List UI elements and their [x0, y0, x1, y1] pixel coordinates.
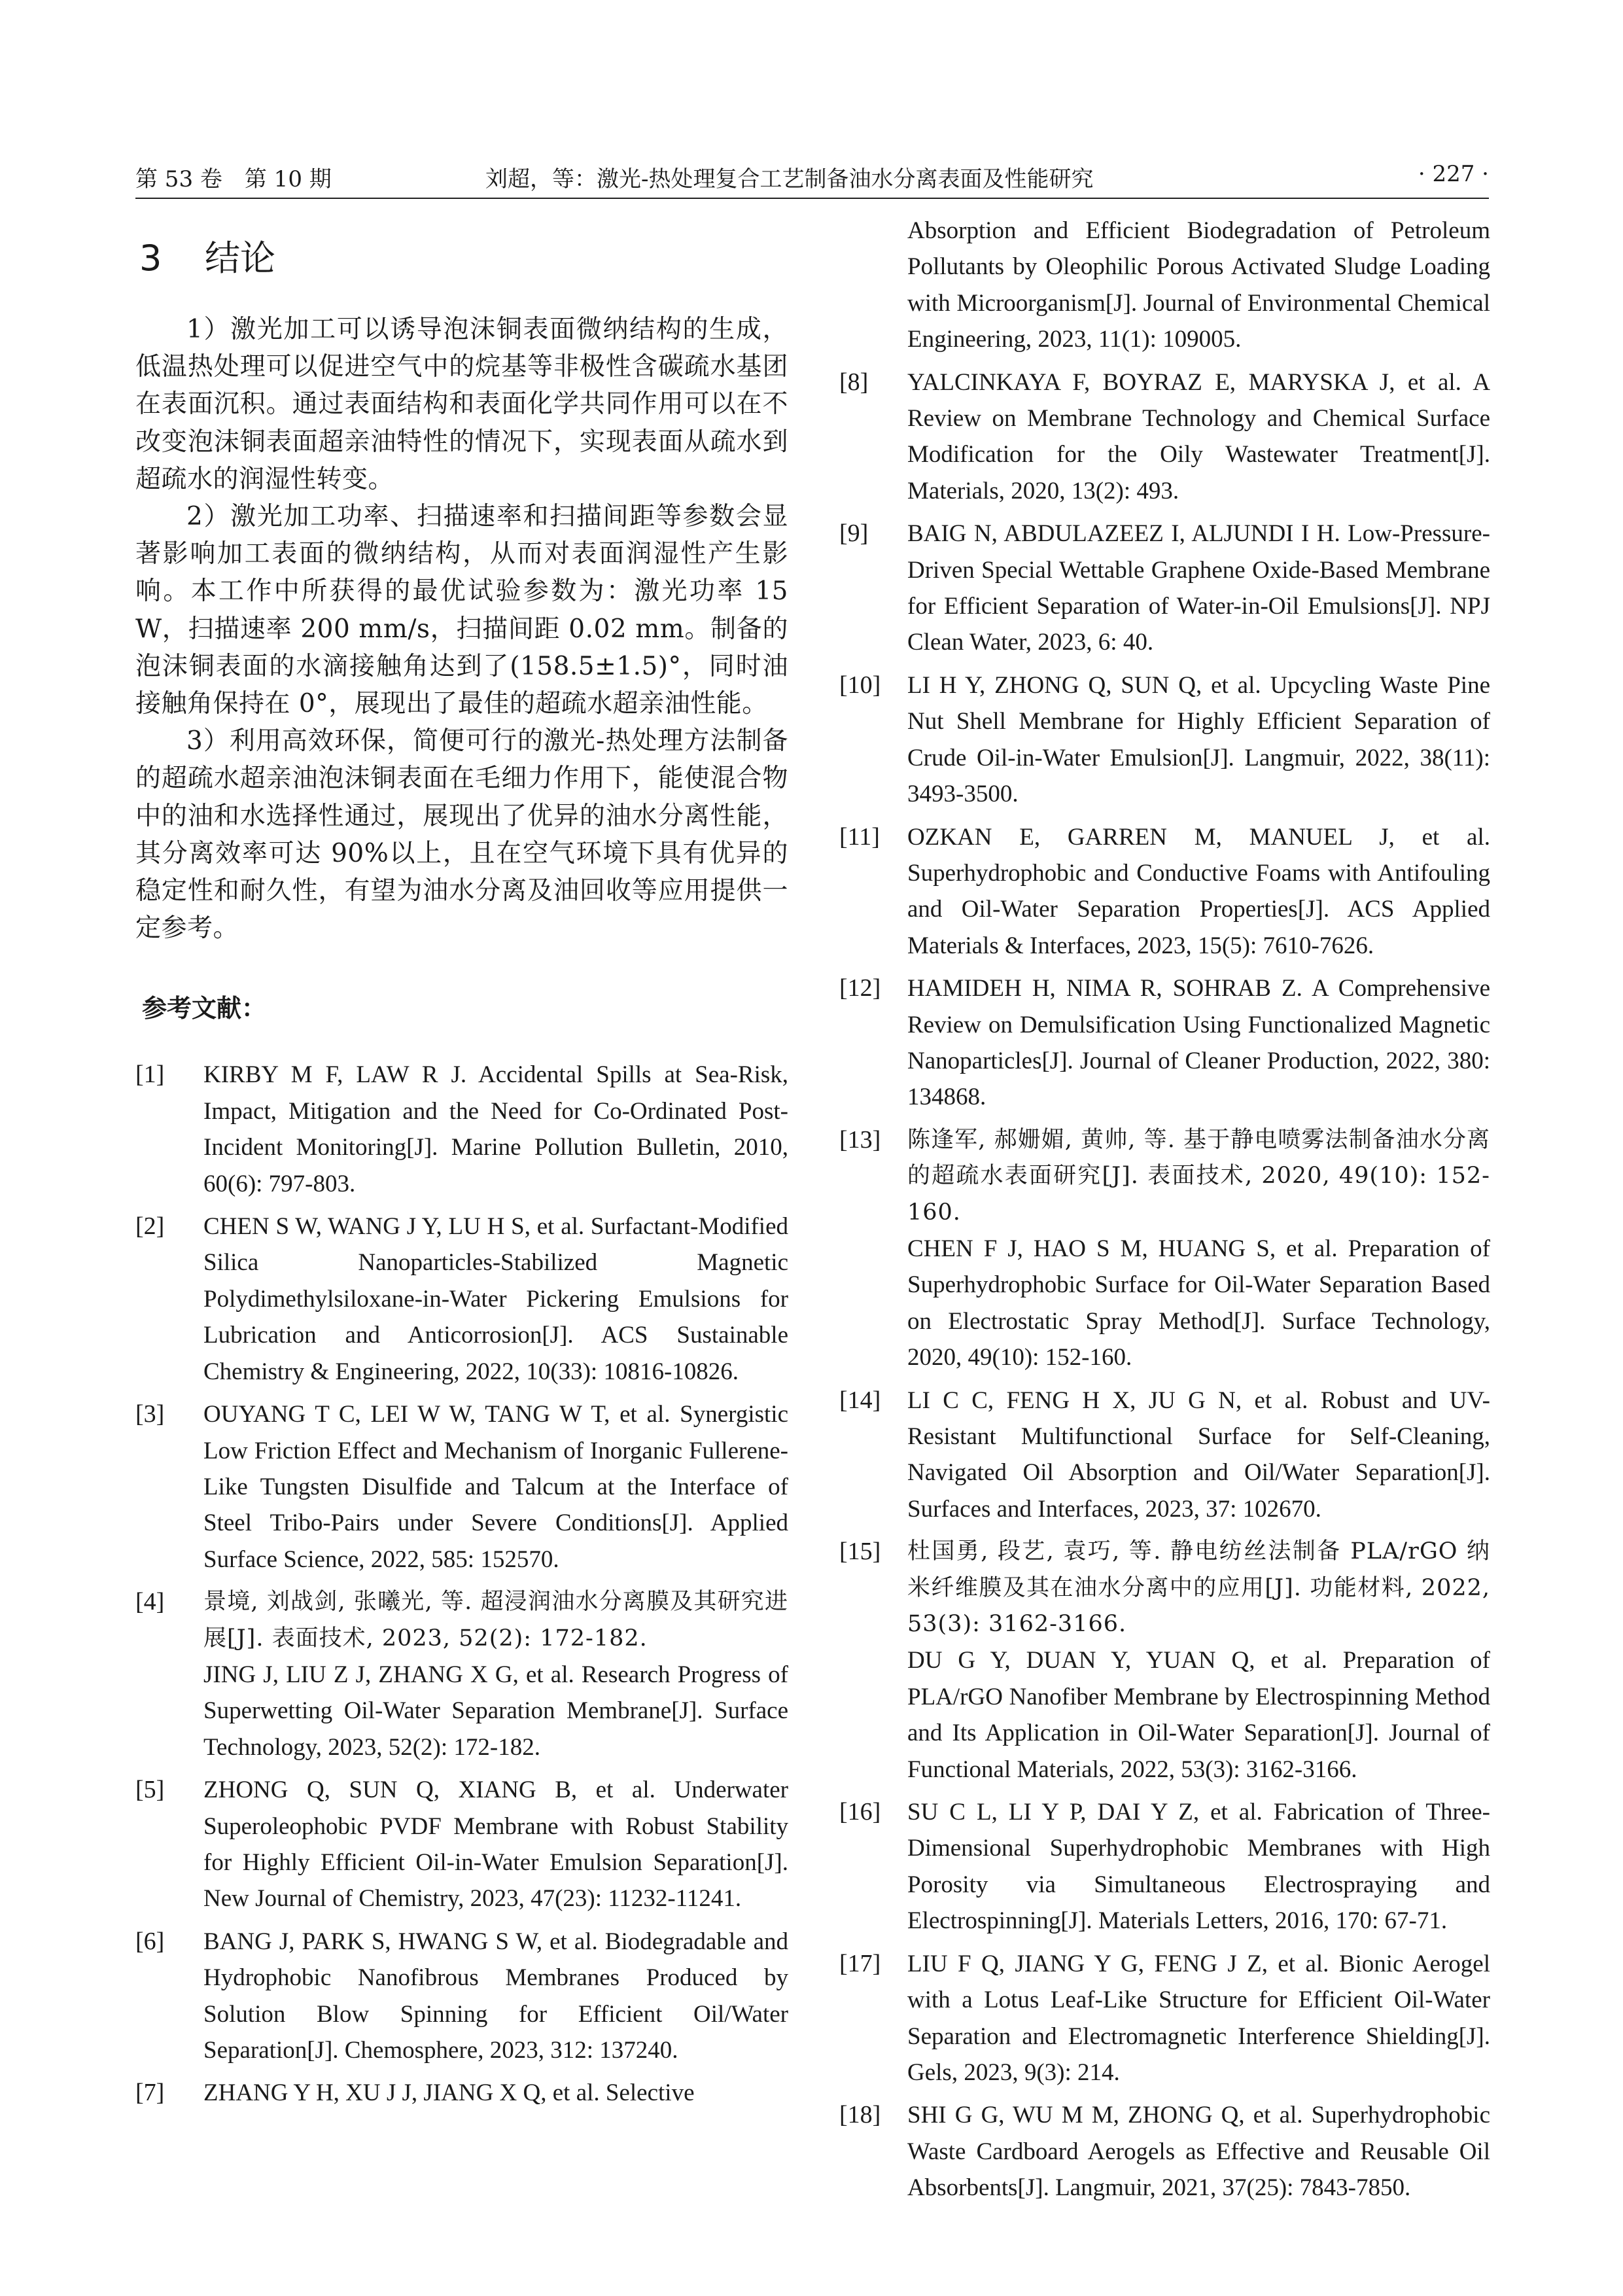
volume-issue: 第 53 卷 第 10 期 [135, 166, 332, 192]
reference-text-en: ZHANG Y H, XU J J, JIANG X Q, et al. Selective [203, 2079, 695, 2107]
reference-number: [15] [839, 1538, 881, 1566]
reference-text-zh: 杜国勇, 段艺, 袁巧, 等. 静电纺丝法制备 PLA/rGO 纳米纤维膜及其在油水分离中的应用[J]. 功能材料, 2022, 53(3): 3162-3166. [907, 1538, 1490, 1638]
reference-text-zh: 景境, 刘战剑, 张曦光, 等. 超浸润油水分离膜及其研究进展[J]. 表面技术, 2023, 52(2): 172-182. [203, 1589, 788, 1651]
reference-entry [839, 819, 1490, 964]
reference-text [907, 667, 1490, 813]
reference-entry [839, 1534, 1490, 1788]
reference-list-right [839, 213, 1490, 2206]
reference-number: [8] [839, 368, 869, 396]
reference-number: [14] [839, 1386, 881, 1414]
reference-text-en: HAMIDEH H, NIMA R, SOHRAB Z. A Comprehensive Review on Demulsification Using Functionalized Magnetic Nanoparticles[J]. Journal of Cleaner Production, 2022, 380: 134868. [907, 975, 1490, 1111]
reference-text [907, 213, 1490, 358]
reference-text-en: OUYANG T C, LEI W W, TANG W T, et al. Synergistic Low Friction Effect and Mechanism of Inorganic Fullerene-Like Tungsten Disulfide and Talcum at the Interface of Steel Tribo-Pairs under Severe Conditions[J]. Applied Surface Science, 2022, 585: 152570. [203, 1401, 788, 1573]
reference-text [907, 970, 1490, 1116]
reference-number: [1] [135, 1061, 165, 1089]
reference-number: [3] [135, 1400, 165, 1428]
reference-text [203, 2075, 788, 2111]
conclusion-paragraph-1: 1）激光加工可以诱导泡沫铜表面微纳结构的生成，低温热处理可以促进空气中的烷基等非极性含碳疏水基团在表面沉积。通过表面结构和表面化学共同作用可以在不改变泡沫铜表面超亲油特性的情况下，实现表面从疏水到超疏水的润湿性转变。 [135, 315, 788, 494]
reference-number: [2] [135, 1212, 165, 1241]
reference-number: [18] [839, 2101, 881, 2129]
running-title: 刘超，等：激光-热处理复合工艺制备油水分离表面及性能研究 [485, 166, 1094, 192]
references-heading: 参考文献： [142, 994, 267, 1023]
reference-entry [135, 1209, 788, 1390]
reference-number: [5] [135, 1776, 165, 1804]
reference-text-en: LI H Y, ZHONG Q, SUN Q, et al. Upcycling Waste Pine Nut Shell Membrane for Highly Efficient Separation of Crude Oil-in-Water Emulsion[J]. Langmuir, 2022, 38(11): 3493-3500. [907, 671, 1490, 808]
conclusion-paragraph-2: 2）激光加工功率、扫描速率和扫描间距等参数会显著影响加工表面的微纳结构，从而对表面润湿性产生影响。本工作中所获得的最优试验参数为：激光功率 15 W，扫描速率 200 mm/s，扫描间距 0.02 mm。制备的泡沫铜表面的水滴接触角达到了(158.5±1.5)°，同时油接触角保持在 0°，展现出了最佳的超疏水超亲油性能。 [135, 502, 788, 719]
reference-entry [839, 667, 1490, 813]
section-number: 3 [139, 238, 162, 279]
reference-number: [16] [839, 1798, 881, 1826]
reference-text [203, 1057, 788, 1202]
reference-number: [13] [839, 1125, 881, 1154]
reference-text [907, 1122, 1490, 1376]
reference-number: [6] [135, 1927, 165, 1955]
reference-entry [839, 364, 1490, 510]
reference-number: [17] [839, 1949, 881, 1977]
reference-text-en: LI C C, FENG H X, JU G N, et al. Robust and UV-Resistant Multifunctional Surface for Self-Cleaning, Navigated Oil Absorption and Oil/Water Separation[J]. Surfaces and Interfaces, 2023, 37: 102670. [907, 1386, 1490, 1523]
reference-text [907, 1534, 1490, 1788]
reference-text-en: Absorption and Efficient Biodegradation of Petroleum Pollutants by Oleophilic Porous Activated Sludge Loading with Microorganism[J]. Journal of Environmental Chemical Engineering, 2023, 11(1): 109005. [907, 217, 1490, 353]
reference-text-en: BANG J, PARK S, HWANG S W, et al. Biodegradable and Hydrophobic Nanofibrous Membranes Produced by Solution Blow Spinning for Efficient Oil/Water Separation[J]. Chemosphere, 2023, 312: 137240. [203, 1928, 788, 2064]
reference-text [907, 1383, 1490, 1528]
reference-text [203, 1772, 788, 1917]
reference-number: [11] [839, 822, 880, 851]
reference-entry [135, 2075, 788, 2111]
reference-entry [839, 1383, 1490, 1528]
reference-text-zh: 陈逢军, 郝姗媚, 黄帅, 等. 基于静电喷雾法制备油水分离的超疏水表面研究[J]. 表面技术, 2020, 49(10): 152-160. [907, 1126, 1490, 1226]
reference-text-en: KIRBY M F, LAW R J. Accidental Spills at Sea-Risk, Impact, Mitigation and the Need for Co-Ordinated Post-Incident Monitoring[J]. Marine Pollution Bulletin, 2010, 60(6): 797-803. [203, 1061, 788, 1197]
section-title: 结论 [205, 238, 275, 279]
reference-text-en: OZKAN E, GARREN M, MANUEL J, et al. Superhydrophobic and Conductive Foams with Antifouling and Oil-Water Separation Properties[J]. ACS Applied Materials & Interfaces, 2023, 15(5): 7610-7626. [907, 823, 1490, 959]
reference-entry [135, 1396, 788, 1578]
reference-text [907, 364, 1490, 510]
conclusion-paragraph-3: 3）利用高效环保，简便可行的激光-热处理方法制备的超疏水超亲油泡沫铜表面在毛细力作用下，能使混合物中的油和水选择性通过，展现出了优异的油水分离性能，其分离效率可达 90%以上，且在空气环境下具有优异的稳定性和耐久性，有望为油水分离及油回收等应用提供一定参考。 [135, 726, 788, 944]
reference-entry [839, 1946, 1490, 2091]
reference-text [907, 516, 1490, 661]
reference-text-en: LIU F Q, JIANG Y G, FENG J Z, et al. Bionic Aerogel with a Lotus Leaf-Like Structure for Efficient Oil-Water Separation and Electromagnetic Interference Shielding[J]. Gels, 2023, 9(3): 214. [907, 1950, 1490, 2086]
reference-text [907, 819, 1490, 964]
reference-text-en: CHEN F J, HAO S M, HUANG S, et al. Preparation of Superhydrophobic Surface for Oil-Water Separation Based on Electrostatic Spray Method[J]. Surface Technology, 2020, 49(10): 152-160. [907, 1235, 1490, 1371]
reference-entry [839, 1122, 1490, 1376]
reference-text-en: ZHONG Q, SUN Q, XIANG B, et al. Underwater Superoleophobic PVDF Membrane with Robust Stability for Highly Efficient Oil-in-Water Emulsion Separation[J]. New Journal of Chemistry, 2023, 47(23): 11232-11241. [203, 1776, 788, 1913]
left-column [135, 213, 788, 2118]
reference-number: [10] [839, 671, 881, 699]
reference-entry [839, 213, 1490, 358]
reference-number [839, 213, 907, 358]
reference-text [907, 1946, 1490, 2091]
reference-entry [135, 1057, 788, 1202]
reference-number: [9] [839, 520, 869, 548]
reference-number: [12] [839, 974, 881, 1002]
running-header [135, 157, 1489, 199]
reference-text [203, 1924, 788, 2069]
reference-list-left [135, 1057, 788, 2111]
reference-text-en: SHI G G, WU M M, ZHONG Q, et al. Superhydrophobic Waste Cardboard Aerogels as Effective and Reusable Oil Absorbents[J]. Langmuir, 2021, 37(25): 7843-7850. [907, 2102, 1490, 2202]
reference-text-en: CHEN S W, WANG J Y, LU H S, et al. Surfactant-Modified Silica Nanoparticles-Stabilized Magnetic Polydimethylsiloxane-in-Water Pickering Emulsions for Lubrication and Anticorrosion[J]. ACS Sustainable Chemistry & Engineering, 2022, 10(33): 10816-10826. [203, 1213, 788, 1385]
reference-text [907, 2097, 1490, 2206]
reference-text-en: DU G Y, DUAN Y, YUAN Q, et al. Preparation of PLA/rGO Nanofiber Membrane by Electrospinning Method and Its Application in Oil-Water Separation[J]. Journal of Functional Materials, 2022, 53(3): 3162-3166. [907, 1647, 1490, 1783]
reference-text-en: JING J, LIU Z J, ZHANG X G, et al. Research Progress of Superwetting Oil-Water Separation Membrane[J]. Surface Technology, 2023, 52(2): 172-182. [203, 1661, 788, 1761]
reference-text-en: SU C L, LI Y P, DAI Y Z, et al. Fabrication of Three-Dimensional Superhydrophobic Membranes with High Porosity via Simultaneous Electrospraying and Electrospinning[J]. Materials Letters, 2016, 170: 67-71. [907, 1799, 1490, 1935]
reference-text [203, 1584, 788, 1765]
reference-text [203, 1209, 788, 1390]
reference-entry [135, 1772, 788, 1917]
reference-entry [839, 970, 1490, 1116]
reference-text-en: BAIG N, ABDULAZEEZ I, ALJUNDI I H. Low-Pressure-Driven Special Wettable Graphene Oxide-Based Membrane for Efficient Separation of Water-in-Oil Emulsions[J]. NPJ Clean Water, 2023, 6: 40. [907, 520, 1490, 656]
reference-text [203, 1396, 788, 1578]
page-number: · 227 · [1418, 161, 1489, 187]
reference-text-en: YALCINKAYA F, BOYRAZ E, MARYSKA J, et al. A Review on Membrane Technology and Chemical Surface Modification for the Oily Wastewater Treatment[J]. Materials, 2020, 13(2): 493. [907, 368, 1490, 504]
reference-entry [135, 1924, 788, 2069]
reference-number: [4] [135, 1588, 165, 1616]
reference-number: [7] [135, 2079, 165, 2107]
section-heading [139, 239, 788, 278]
reference-entry [135, 1584, 788, 1765]
reference-entry [839, 516, 1490, 661]
reference-entry [839, 2097, 1490, 2206]
right-column [839, 213, 1490, 2213]
reference-entry [839, 1794, 1490, 1939]
reference-text [907, 1794, 1490, 1939]
